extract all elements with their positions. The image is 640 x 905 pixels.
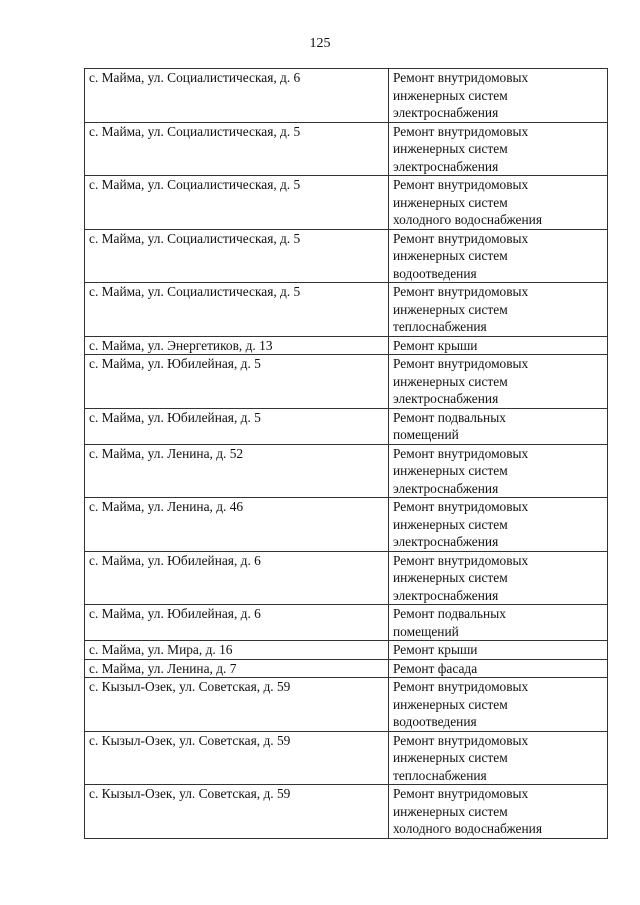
address-cell: с. Майма, ул. Ленина, д. 46 bbox=[85, 498, 389, 552]
table-row bbox=[85, 176, 608, 230]
work-type-line: электроснабжения bbox=[393, 587, 499, 603]
work-type-line: Ремонт внутридомовых bbox=[393, 284, 529, 299]
work-type-line: электроснабжения bbox=[393, 391, 499, 406]
work-type-line: Ремонт внутридомовых bbox=[393, 679, 529, 694]
work-type-line: электроснабжения bbox=[393, 105, 499, 120]
work-type-cell bbox=[389, 551, 608, 605]
work-type-line: Ремонт внутридомовых bbox=[393, 70, 529, 85]
table-row bbox=[85, 731, 608, 785]
work-type-line: холодного водоснабжения bbox=[393, 212, 542, 227]
work-type-cell bbox=[389, 69, 608, 123]
work-type-line: Ремонт внутридомовых bbox=[393, 732, 529, 748]
address-cell: с. Майма, ул. Юбилейная, д. 6 bbox=[85, 605, 389, 641]
table-row bbox=[85, 659, 608, 678]
work-type-line: инженерных систем bbox=[393, 141, 508, 156]
work-type-line: теплоснабжения bbox=[393, 319, 487, 334]
table-row bbox=[85, 551, 608, 605]
work-type-cell bbox=[389, 731, 608, 785]
work-type-line: Ремонт крыши bbox=[393, 337, 478, 353]
work-type-line: электроснабжения bbox=[393, 534, 499, 549]
table-row bbox=[85, 641, 608, 660]
work-type-line: инженерных систем bbox=[393, 803, 508, 819]
work-type-line: водоотведения bbox=[393, 714, 477, 729]
work-type-line: инженерных систем bbox=[393, 696, 508, 712]
address-cell: с. Майма, ул. Социалистическая, д. 5 bbox=[85, 229, 389, 283]
page-number: 125 bbox=[309, 36, 331, 51]
work-type-cell bbox=[389, 355, 608, 409]
work-type-line: инженерных систем bbox=[393, 87, 508, 103]
work-type-line: теплоснабжения bbox=[393, 767, 487, 783]
work-type-line: Ремонт внутридомовых bbox=[393, 123, 529, 139]
work-type-cell bbox=[389, 283, 608, 337]
work-type-line: инженерных систем bbox=[393, 570, 508, 585]
address-cell: с. Кызыл-Озек, ул. Советская, д. 59 bbox=[85, 731, 389, 785]
address-cell: с. Кызыл-Озек, ул. Советская, д. 59 bbox=[85, 678, 389, 732]
table-row bbox=[85, 498, 608, 552]
work-type-line: Ремонт внутридомовых bbox=[393, 356, 529, 371]
work-type-line: помещений bbox=[393, 427, 459, 442]
work-type-cell bbox=[389, 122, 608, 176]
address-cell: с. Майма, ул. Юбилейная, д. 5 bbox=[85, 355, 389, 409]
table-row bbox=[85, 444, 608, 498]
work-type-line: электроснабжения bbox=[393, 480, 499, 496]
table-row bbox=[85, 283, 608, 337]
work-type-line: инженерных систем bbox=[393, 516, 508, 532]
work-type-cell bbox=[389, 641, 608, 660]
table-row bbox=[85, 336, 608, 355]
work-type-line: водоотведения bbox=[393, 265, 477, 281]
table-row bbox=[85, 678, 608, 732]
work-type-line: Ремонт внутридомовых bbox=[393, 177, 529, 192]
work-type-cell bbox=[389, 605, 608, 641]
work-type-line: инженерных систем bbox=[393, 194, 508, 210]
work-type-line: Ремонт фасада bbox=[393, 660, 478, 676]
work-type-cell bbox=[389, 336, 608, 355]
work-type-line: Ремонт внутридомовых bbox=[393, 786, 529, 801]
address-cell: с. Майма, ул. Социалистическая, д. 6 bbox=[85, 69, 389, 123]
work-type-cell bbox=[389, 678, 608, 732]
address-cell: с. Майма, ул. Социалистическая, д. 5 bbox=[85, 176, 389, 230]
table-row bbox=[85, 229, 608, 283]
work-type-cell bbox=[389, 659, 608, 678]
address-cell: с. Майма, ул. Мира, д. 16 bbox=[85, 641, 389, 660]
table-row bbox=[85, 122, 608, 176]
work-type-cell bbox=[389, 229, 608, 283]
work-type-line: инженерных систем bbox=[393, 750, 508, 765]
address-cell: с. Майма, ул. Ленина, д. 52 bbox=[85, 444, 389, 498]
address-cell: с. Майма, ул. Социалистическая, д. 5 bbox=[85, 283, 389, 337]
work-type-line: инженерных систем bbox=[393, 248, 508, 263]
work-type-line: электроснабжения bbox=[393, 158, 499, 174]
table-row bbox=[85, 785, 608, 839]
table-row bbox=[85, 408, 608, 444]
address-cell: с. Майма, ул. Энергетиков, д. 13 bbox=[85, 336, 389, 355]
table-row bbox=[85, 355, 608, 409]
address-cell: с. Майма, ул. Ленина, д. 7 bbox=[85, 659, 389, 678]
work-type-line: инженерных систем bbox=[393, 463, 508, 478]
table-row bbox=[85, 605, 608, 641]
repair-work-table bbox=[84, 68, 608, 839]
work-type-line: Ремонт внутридомовых bbox=[393, 445, 529, 461]
work-type-cell bbox=[389, 498, 608, 552]
work-type-line: Ремонт внутридомовых bbox=[393, 552, 529, 568]
work-type-line: Ремонт подвальных bbox=[393, 606, 506, 621]
work-type-cell bbox=[389, 785, 608, 839]
work-type-line: Ремонт внутридомовых bbox=[393, 230, 529, 246]
work-type-line: инженерных систем bbox=[393, 301, 508, 317]
address-cell: с. Кызыл-Озек, ул. Советская, д. 59 bbox=[85, 785, 389, 839]
address-cell: с. Майма, ул. Юбилейная, д. 6 bbox=[85, 551, 389, 605]
work-type-line: Ремонт внутридомовых bbox=[393, 499, 529, 514]
work-type-cell bbox=[389, 444, 608, 498]
work-type-line: помещений bbox=[393, 623, 459, 639]
table-body bbox=[85, 69, 608, 839]
work-type-line: Ремонт подвальных bbox=[393, 409, 506, 425]
work-type-cell bbox=[389, 408, 608, 444]
table-row bbox=[85, 69, 608, 123]
address-cell: с. Майма, ул. Юбилейная, д. 5 bbox=[85, 408, 389, 444]
work-type-line: инженерных систем bbox=[393, 373, 508, 389]
work-type-line: холодного водоснабжения bbox=[393, 821, 542, 836]
work-type-cell bbox=[389, 176, 608, 230]
address-cell: с. Майма, ул. Социалистическая, д. 5 bbox=[85, 122, 389, 176]
work-type-line: Ремонт крыши bbox=[393, 642, 478, 657]
